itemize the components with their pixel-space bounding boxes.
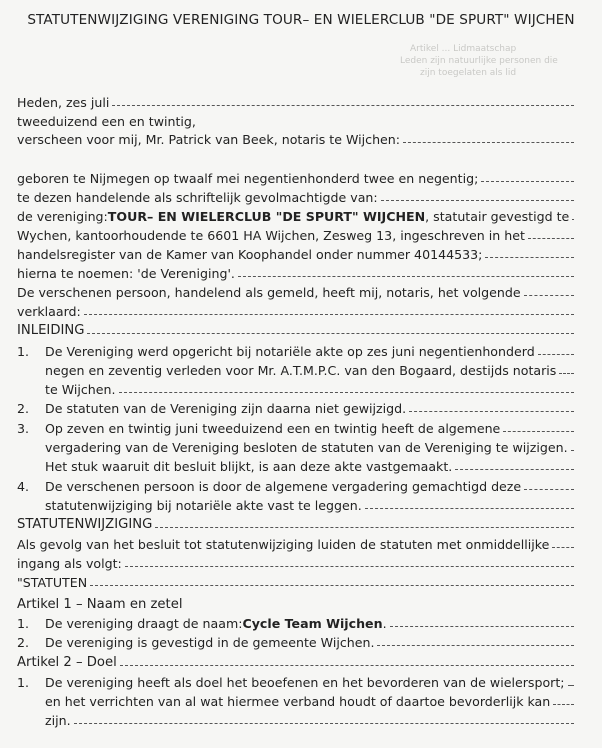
text-line: De vereniging draagt de naam: Cycle Team Wijchen . <box>45 615 574 633</box>
text-line: De vereniging is gevestigd in de gemeente Wijchen. <box>45 634 574 652</box>
text-line: De verschenen persoon, handelend als gemeld, heeft mij, notaris, het volgende <box>17 284 574 302</box>
text-line: Heden, zes juli <box>17 94 574 112</box>
text-line: Op zeven en twintig juni tweeduizend een en twintig heeft de algemene <box>45 420 574 438</box>
text-line: vergadering van de Vereniging besloten de statuten van de Vereniging te wijzigen. <box>45 439 574 457</box>
text-line: negen en zeventig verleden voor Mr. A.T.M.P.C. van den Bogaard, destijds notaris <box>45 362 574 380</box>
text-line: De Vereniging werd opgericht bij notariële akte op zes juni negentienhonderd <box>45 343 574 361</box>
list-number: 2. <box>17 635 30 650</box>
text-line: Als gevolg van het besluit tot statutenwijziging luiden de statuten met onmiddellijke <box>17 536 574 554</box>
show-through-text: Artikel ... Lidmaatschap <box>410 44 517 54</box>
text-line: hierna te noemen: 'de Vereniging'. <box>17 265 574 283</box>
list-number: 3. <box>17 421 30 436</box>
list-number: 1. <box>17 344 30 359</box>
text-line: verklaard: <box>17 303 574 321</box>
text-line: geboren te Nijmegen op twaalf mei negentienhonderd twee en negentig; <box>17 170 574 188</box>
text-line: en het verrichten van al wat hiermee verband houdt of daartoe bevorderlijk kan <box>45 693 574 711</box>
text-line: handelsregister van de Kamer van Koophandel onder nummer 40144533; <box>17 246 574 264</box>
article-heading-2: Artikel 2 – Doel <box>17 654 574 672</box>
show-through-text: zijn toegelaten als lid <box>420 68 517 78</box>
text-line: de vereniging: TOUR– EN WIELERCLUB "DE SPURT" WIJCHEN , statutair gevestigd te <box>17 208 574 226</box>
text-line: De statuten van de Vereniging zijn daarna niet gewijzigd. <box>45 400 574 418</box>
text-line: Het stuk waaruit dit besluit blijkt, is aan deze akte vastgemaakt. <box>45 458 574 476</box>
section-heading-statutenwijziging: STATUTENWIJZIGING <box>17 516 574 534</box>
text-line: De vereniging heeft als doel het beoefenen en het bevorderen van de wielersport; <box>45 674 574 692</box>
list-number: 1. <box>17 616 30 631</box>
list-number: 2. <box>17 401 30 416</box>
text-line: zijn. <box>45 712 574 730</box>
article-heading-1: Artikel 1 – Naam en zetel <box>17 597 183 612</box>
list-number: 1. <box>17 675 30 690</box>
text-line: "STATUTEN <box>17 574 574 592</box>
text-line: De verschenen persoon is door de algemene vergadering gemachtigd deze <box>45 478 574 496</box>
text-line: te dezen handelende als schriftelijk gevolmachtigde van: <box>17 189 574 207</box>
text-line: Wychen, kantoorhoudende te 6601 HA Wijchen, Zesweg 13, ingeschreven in het <box>17 227 574 245</box>
show-through-text: Leden zijn natuurlijke personen die <box>400 56 558 66</box>
document-title: STATUTENWIJZIGING VERENIGING TOUR– EN WIELERCLUB "DE SPURT" WIJCHEN <box>27 12 575 28</box>
text-line: verscheen voor mij, Mr. Patrick van Beek, notaris te Wijchen: <box>17 131 574 149</box>
section-heading-inleiding: INLEIDING <box>17 322 574 340</box>
text-line: te Wijchen. <box>45 381 574 399</box>
text-line: tweeduizend een en twintig, <box>17 114 196 129</box>
text-line: statutenwijziging bij notariële akte vast te leggen. <box>45 497 574 515</box>
text-line: ingang als volgt: <box>17 555 574 573</box>
list-number: 4. <box>17 479 30 494</box>
